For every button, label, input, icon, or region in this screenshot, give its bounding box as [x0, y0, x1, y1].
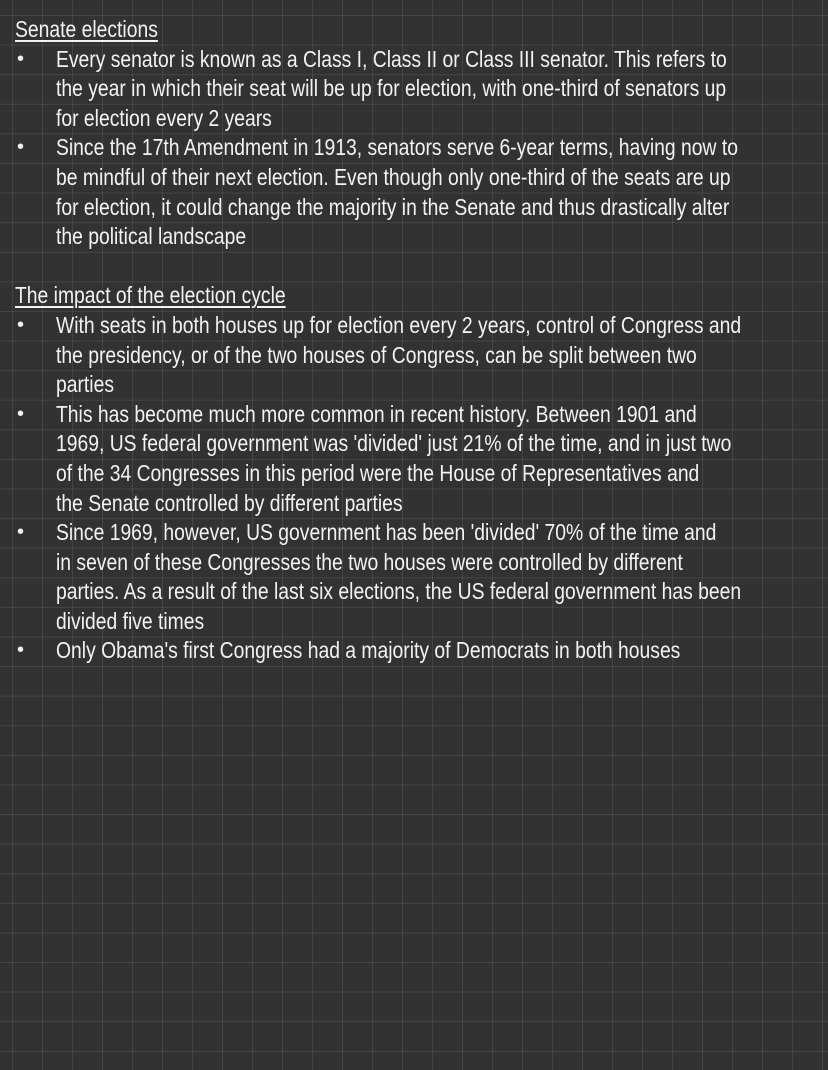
notes-page — [0, 15, 828, 666]
bullet-text: of the 34 Congresses in this period were the House of Representatives and — [56, 459, 700, 486]
bullet-line — [0, 74, 828, 104]
bullet-line — [0, 163, 828, 193]
bullet-line — [0, 400, 828, 430]
bullet-dot-icon: • — [17, 136, 25, 159]
notes-section — [0, 15, 828, 252]
bullet-text: This has become much more common in recent history. Between 1901 and — [56, 400, 697, 427]
bullet-text: the year in which their seat will be up for election, with one-third of senators up — [56, 75, 727, 102]
section-heading-text: Senate elections — [15, 16, 158, 42]
notes-section — [0, 281, 828, 666]
bullet-text: for election, it could change the majority in the Senate and thus drastically alter — [56, 193, 730, 220]
bullet-line — [0, 577, 828, 607]
bullet-text: Only Obama's first Congress had a majority of Democrats in both houses — [56, 637, 681, 664]
bullet-line — [0, 133, 828, 163]
bullet-dot-icon: • — [17, 313, 25, 336]
bullet-text: With seats in both houses up for election every 2 years, control of Congress and — [56, 311, 742, 338]
bullet-line — [0, 636, 828, 666]
bullet-item — [0, 45, 828, 134]
bullet-text: the Senate controlled by different parties — [56, 489, 403, 516]
bullet-text: parties. As a result of the last six elections, the US federal government has been — [56, 578, 742, 605]
bullet-line — [0, 489, 828, 519]
section-heading-text: The impact of the election cycle — [15, 282, 286, 309]
bullet-text: for election every 2 years — [56, 104, 272, 131]
section-heading — [0, 281, 828, 311]
section-heading — [0, 15, 828, 45]
bullet-text: be mindful of their next election. Even though only one-third of the seats are up — [56, 163, 731, 190]
bullet-line — [0, 311, 828, 341]
bullet-line — [0, 45, 828, 75]
bullet-line — [0, 518, 828, 548]
bullet-dot-icon: • — [17, 402, 25, 425]
bullet-text: parties — [56, 371, 114, 398]
bullet-text: 1969, US federal government was 'divided' just 21% of the time, and in just two — [56, 430, 732, 457]
bullet-item — [0, 133, 828, 251]
bullet-dot-icon: • — [17, 639, 25, 662]
bullet-text: the presidency, or of the two houses of Congress, can be split between two — [56, 341, 697, 368]
bullet-dot-icon: • — [17, 47, 25, 70]
bullet-line — [0, 429, 828, 459]
bullet-text: the political landscape — [56, 223, 247, 250]
bullet-text: divided five times — [56, 607, 205, 634]
bullet-item — [0, 518, 828, 636]
bullet-item — [0, 311, 828, 400]
bullet-text: in seven of these Congresses the two houses were controlled by different — [56, 548, 683, 575]
bullet-item — [0, 400, 828, 518]
bullet-line — [0, 193, 828, 223]
bullet-dot-icon: • — [17, 521, 25, 544]
spacer — [0, 252, 828, 282]
bullet-line — [0, 222, 828, 252]
bullet-text: Since the 17th Amendment in 1913, senators serve 6-year terms, having now to — [56, 134, 738, 161]
bullet-text: Every senator is known as a Class I, Class II or Class III senator. This refers to — [56, 45, 727, 72]
bullet-text: Since 1969, however, US government has been 'divided' 70% of the time and — [56, 519, 717, 546]
bullet-line — [0, 548, 828, 578]
bullet-line — [0, 370, 828, 400]
bullet-item — [0, 636, 828, 666]
bullet-line — [0, 104, 828, 134]
bullet-line — [0, 607, 828, 637]
bullet-line — [0, 341, 828, 371]
bullet-line — [0, 459, 828, 489]
